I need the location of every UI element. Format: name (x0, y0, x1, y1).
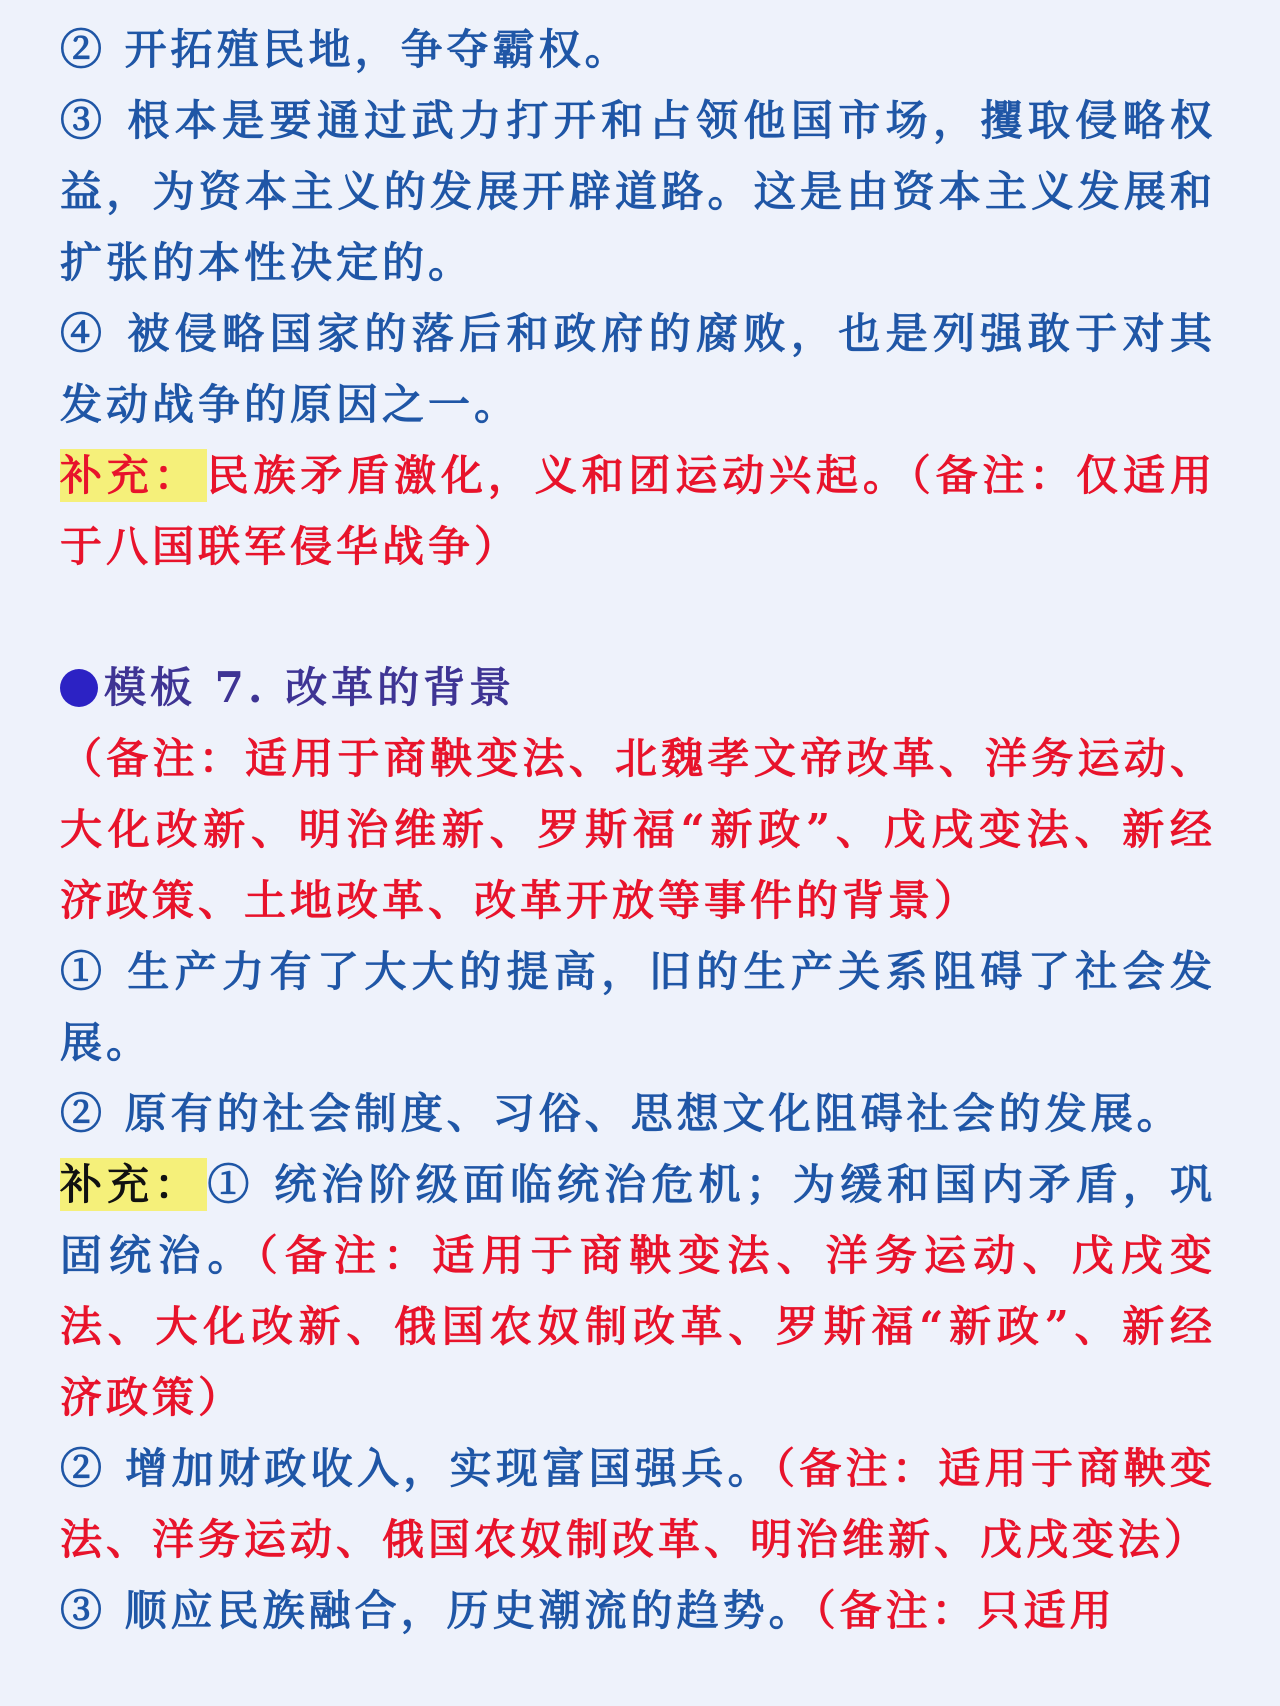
supplement-label: 补充： (60, 449, 207, 502)
section-title: 模板 7. 改革的背景 (104, 663, 516, 712)
supplement-item-note: （备注：适用于商鞅变法、洋务运动、俄国农奴制改革、明治维新、戊戌变法） (60, 1444, 1216, 1564)
supplement-text: 民族矛盾激化，义和团运动兴起。（备注：仅适用于八国联军侵华战争） (60, 451, 1216, 571)
supplement-label: 补充： (60, 1158, 207, 1211)
section-note: （备注：适用于商鞅变法、北魏孝文帝改革、洋务运动、大化改新、明治维新、罗斯福“新政”、戊戌变法、新经济政策、土地改革、改革开放等事件的背景） (60, 734, 1216, 925)
list-item: ② 开拓殖民地，争夺霸权。 (60, 25, 631, 74)
list-item: ③ 根本是要通过武力打开和占领他国市场，攫取侵略权益，为资本主义的发展开辟道路。这是由资本主义发展和扩张的本性决定的。 (60, 96, 1216, 287)
supplement-item-note: （备注：适用于商鞅变法、洋务运动、戊戌变法、大化改新、俄国农奴制改革、罗斯福“新政”、新经济政策） (60, 1231, 1216, 1422)
supplement-item-text: ③ 顺应民族融合，历史潮流的趋势。 (60, 1586, 815, 1635)
bullet-dot-icon (60, 669, 98, 707)
supplement-paragraph (60, 440, 1216, 582)
list-item: ④ 被侵略国家的落后和政府的腐败，也是列强敢于对其发动战争的原因之一。 (60, 309, 1216, 429)
supplement-item-text: ① 统治阶级面临统治危机；为缓和国内矛盾，巩固统治。 (60, 1160, 1216, 1280)
supplement-paragraph (60, 1149, 1216, 1433)
list-item: ② 原有的社会制度、习俗、思想文化阻碍社会的发展。 (60, 1089, 1183, 1138)
section-heading (60, 652, 1216, 723)
supplement-item (60, 1433, 1216, 1575)
supplement-item (60, 1575, 1216, 1646)
list-item: ① 生产力有了大大的提高，旧的生产关系阻碍了社会发展。 (60, 947, 1216, 1067)
supplement-item-text: ② 增加财政收入，实现富国强兵。 (60, 1444, 774, 1493)
section-gap (60, 582, 1216, 652)
supplement-item-note: （备注：只适用 (814, 1586, 1116, 1635)
